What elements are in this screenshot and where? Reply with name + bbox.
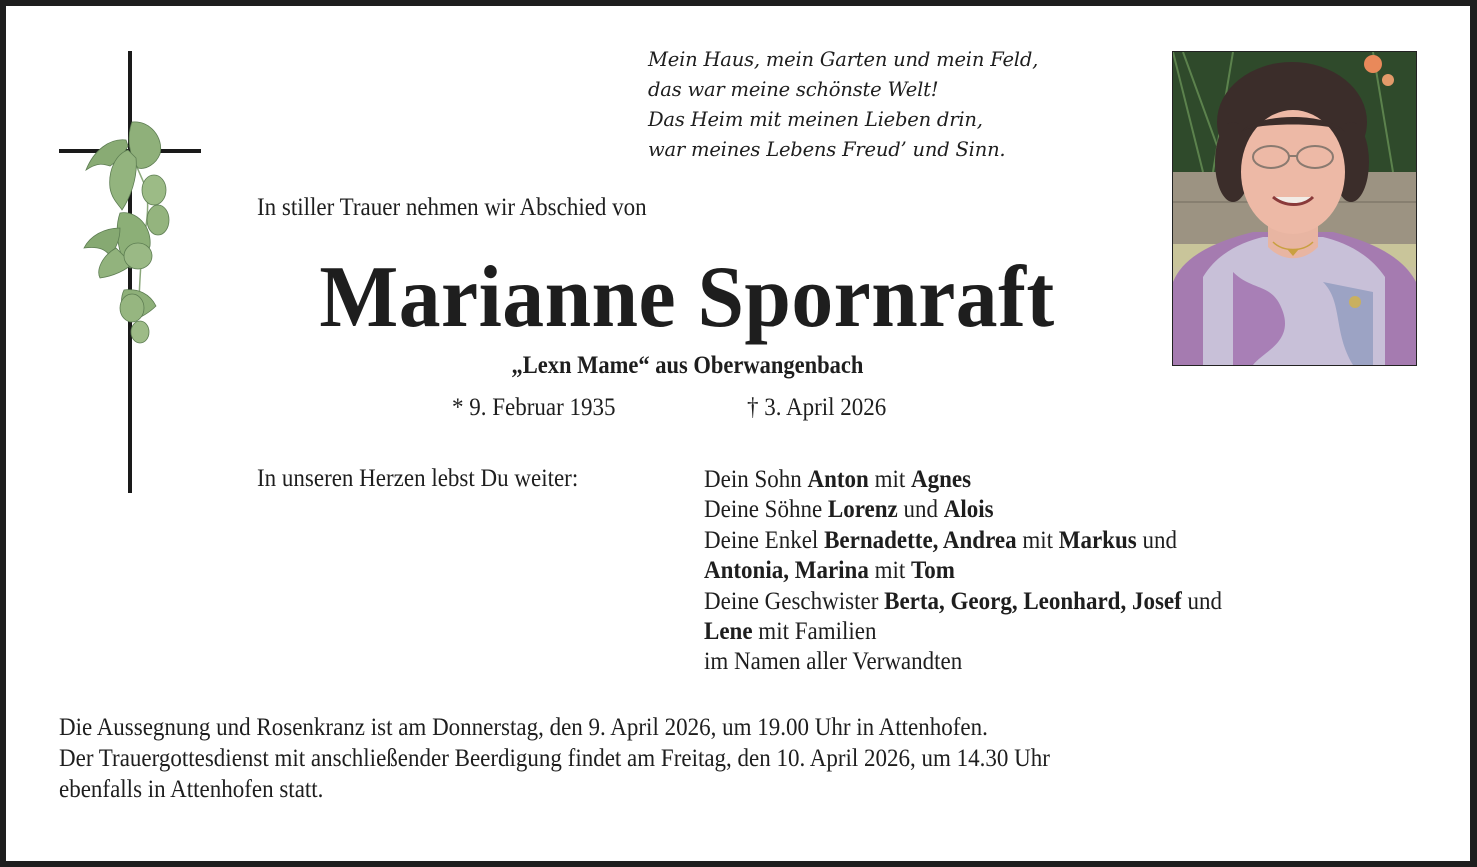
poem-line: Mein Haus, mein Garten und mein Feld, bbox=[648, 48, 1039, 71]
family-line bbox=[704, 465, 1222, 495]
family-member-name: Alois bbox=[943, 496, 994, 524]
family-line-text: mit Familien bbox=[752, 618, 877, 646]
birth-date: * 9. Februar 1935 bbox=[452, 394, 616, 421]
family-line-text: Dein Sohn bbox=[704, 466, 808, 493]
family-line bbox=[704, 617, 1222, 647]
family-member-name: Berta, Georg, Leonhard, Josef bbox=[884, 587, 1182, 615]
family-line bbox=[704, 495, 1222, 525]
family-line bbox=[704, 556, 1222, 586]
death-date: † 3. April 2026 bbox=[747, 394, 887, 421]
family-member-name: Tom bbox=[911, 557, 955, 585]
notice-line: ebenfalls in Attenhofen statt. bbox=[59, 776, 324, 803]
family-line-text: mit bbox=[868, 466, 912, 493]
family-label: In unseren Herzen lebst Du weiter: bbox=[257, 465, 579, 492]
family-member-name: Lene bbox=[704, 618, 753, 646]
deceased-name-text: Marianne Spornraft bbox=[319, 249, 1055, 346]
poem-line: das war meine schönste Welt! bbox=[648, 78, 939, 101]
family-line bbox=[704, 587, 1222, 617]
notice-line: Die Aussegnung und Rosenkranz ist am Donnerstag, den 9. April 2026, um 19.00 Uhr in Attenhofen. bbox=[59, 714, 988, 741]
family-member-name: Anton bbox=[807, 466, 869, 493]
notice-line: Der Trauergottesdienst mit anschließender Beerdigung findet am Freitag, den 10. April 2026, um 14.30 Uhr bbox=[59, 745, 1050, 772]
family-member-name: Agnes bbox=[911, 466, 972, 493]
nickname-origin bbox=[0, 352, 1374, 380]
family-line bbox=[704, 526, 1222, 556]
nickname-origin-text: „Lexn Mame“ aus Oberwangenbach bbox=[511, 352, 863, 379]
family-line-text: mit bbox=[868, 557, 912, 585]
family-member-name: Antonia, Marina bbox=[704, 557, 869, 585]
family-line bbox=[704, 647, 1222, 677]
poem-line: war meines Lebens Freud’ und Sinn. bbox=[648, 138, 1006, 161]
family-line-text: Deine Enkel bbox=[704, 526, 825, 554]
family-line-text: Deine Geschwister bbox=[704, 587, 885, 615]
deceased-name bbox=[0, 250, 1374, 346]
family-list bbox=[704, 465, 1267, 678]
poem-line: Das Heim mit meinen Lieben drin, bbox=[648, 108, 983, 131]
poem bbox=[648, 45, 1038, 165]
family-line-text: mit bbox=[1016, 526, 1059, 554]
family-line-text: und bbox=[1181, 587, 1223, 615]
family-line-text: im Namen aller Verwandten bbox=[704, 648, 963, 676]
funeral-notice bbox=[59, 712, 1136, 805]
family-member-name: Markus bbox=[1058, 526, 1137, 554]
family-member-name: Bernadette, Andrea bbox=[824, 526, 1017, 554]
family-line-text: und bbox=[897, 496, 944, 524]
family-member-name: Lorenz bbox=[827, 496, 898, 524]
family-line-text: und bbox=[1136, 526, 1177, 554]
intro-text: In stiller Trauer nehmen wir Abschied von bbox=[257, 194, 647, 221]
family-line-text: Deine Söhne bbox=[704, 496, 828, 524]
